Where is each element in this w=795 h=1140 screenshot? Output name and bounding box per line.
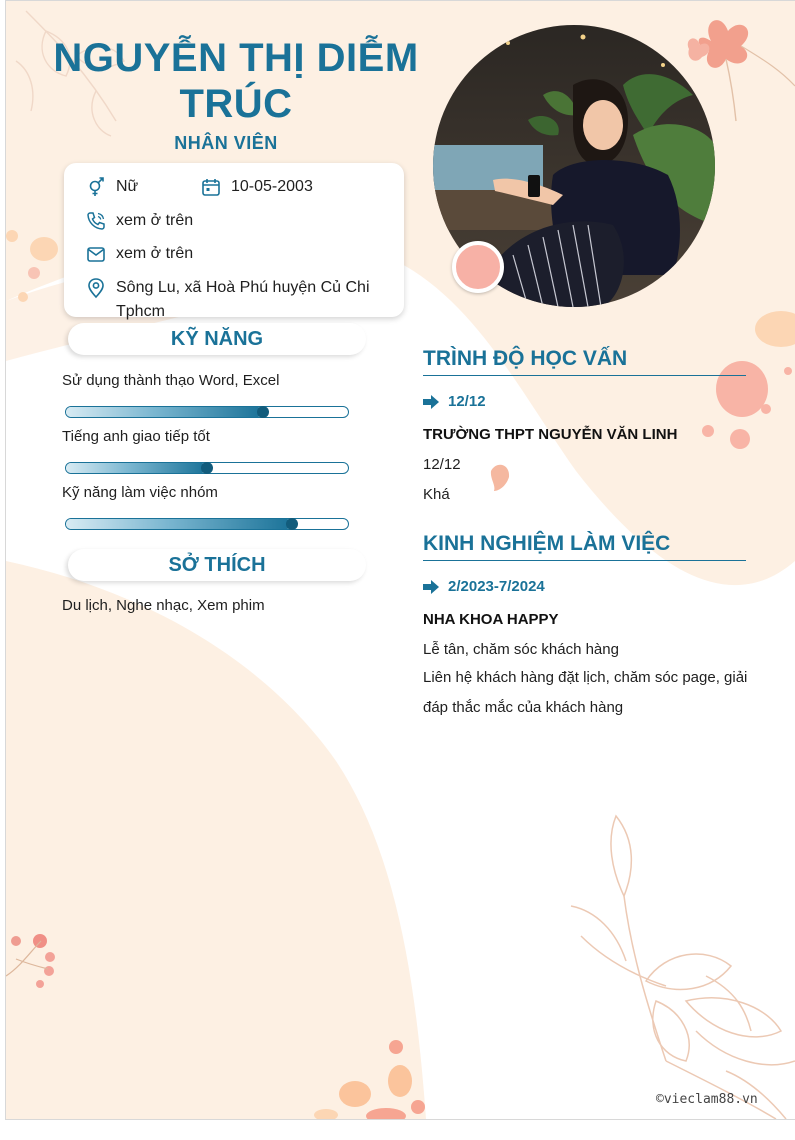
watermark: ©vieclam88.vn	[656, 1092, 758, 1107]
experience-heading: KINH NGHIỆM LÀM VIỆC	[423, 532, 746, 561]
company-name: NHA KHOA HAPPY	[423, 611, 559, 628]
skill-label-2: Tiếng anh giao tiếp tốt	[62, 428, 210, 445]
skill-bar-1	[65, 406, 349, 418]
address-value: Sông Lu, xã Hoà Phú huyện Củ Chi Tphcm	[116, 279, 370, 320]
email-row	[85, 242, 193, 266]
skill-label-1: Sử dụng thành thạo Word, Excel	[62, 372, 280, 389]
phone-icon	[85, 210, 107, 232]
skill-bar-1-knob	[257, 406, 269, 418]
education-grade: 12/12	[423, 456, 461, 473]
dob-value: 10-05-2003	[231, 178, 313, 195]
experience-description: Liên hệ khách hàng đặt lịch, chăm sóc page, giải đáp thắc mắc của khách hàng	[423, 669, 748, 716]
gender-icon	[85, 176, 107, 198]
hobbies-text: Du lịch, Nghe nhạc, Xem phim	[62, 597, 265, 614]
experience-period	[423, 578, 545, 595]
experience-period-text: 2/2023-7/2024	[448, 578, 545, 595]
skill-bar-3	[65, 518, 349, 530]
job-title: NHÂN VIÊN	[174, 133, 278, 153]
education-rank: Khá	[423, 486, 450, 503]
skill-bar-3-fill	[66, 519, 292, 529]
gender-value: Nữ	[116, 178, 139, 195]
hobbies-heading: SỞ THÍCH	[68, 549, 366, 581]
gender-row	[85, 175, 138, 199]
education-period-text: 12/12	[448, 393, 486, 410]
arrow-right-icon	[423, 580, 439, 594]
skills-heading: KỸ NĂNG	[68, 323, 366, 355]
address-row	[85, 276, 380, 324]
skill-bar-2-fill	[66, 463, 207, 473]
mail-icon	[85, 243, 107, 265]
skill-bar-2	[65, 462, 349, 474]
email-value: xem ở trên	[116, 245, 194, 262]
skill-bar-1-fill	[66, 407, 263, 417]
arrow-right-icon	[423, 395, 439, 409]
calendar-icon	[200, 176, 222, 198]
location-pin-icon	[85, 277, 107, 299]
school-name: TRƯỜNG THPT NGUYỄN VĂN LINH	[423, 426, 678, 443]
photo-accent-dot	[452, 241, 504, 293]
phone-row	[85, 209, 193, 233]
experience-position: Lễ tân, chăm sóc khách hàng	[423, 641, 619, 658]
candidate-name: NGUYỄN THỊ DIỄM TRÚC	[53, 36, 419, 126]
cv-page	[5, 0, 795, 1120]
skill-bar-3-knob	[286, 518, 298, 530]
skill-bar-2-knob	[201, 462, 213, 474]
phone-value: xem ở trên	[116, 212, 194, 229]
dob-row	[200, 175, 313, 199]
skill-label-3: Kỹ năng làm việc nhóm	[62, 484, 218, 501]
education-period	[423, 393, 486, 410]
contact-card	[64, 163, 404, 320]
education-heading: TRÌNH ĐỘ HỌC VẤN	[423, 347, 746, 376]
